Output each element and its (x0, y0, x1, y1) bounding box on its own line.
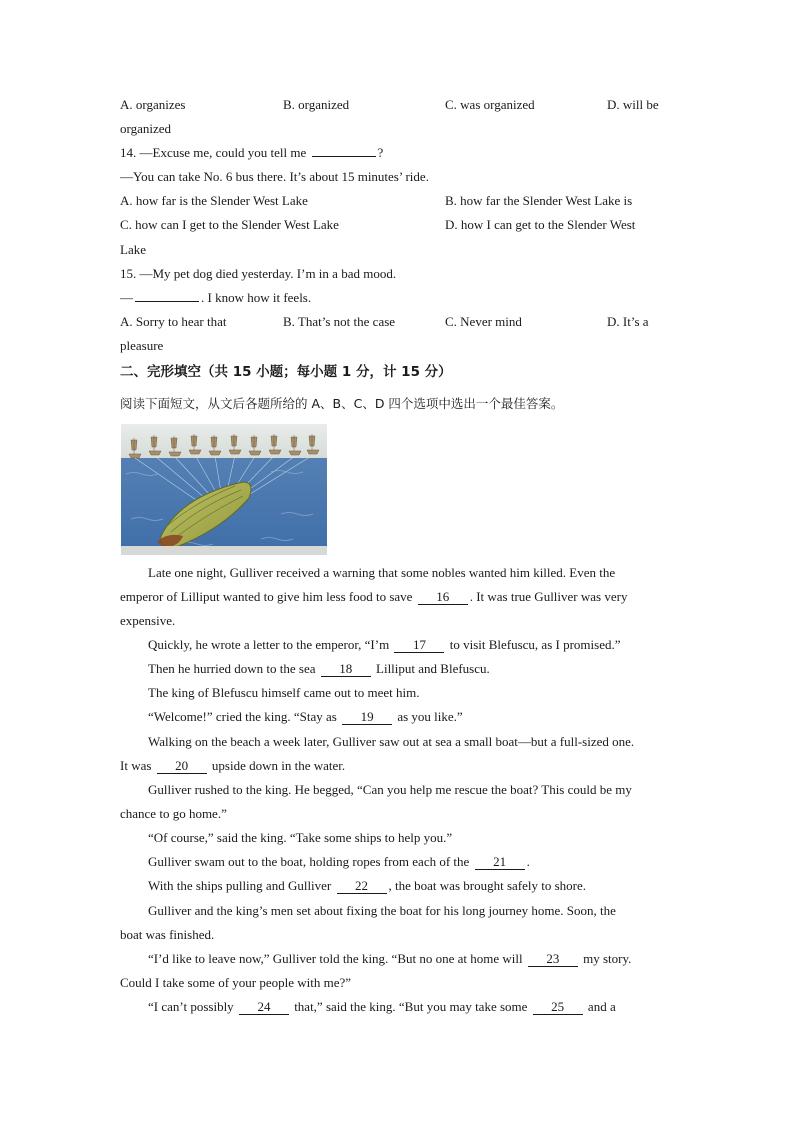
passage-line (148, 661, 490, 677)
passage-line (148, 854, 530, 870)
q14-option-c: C. how can I get to the Slender West Lake (120, 217, 339, 232)
blank-19: 19 (342, 710, 392, 725)
q15-option-d-continued: pleasure (120, 338, 164, 353)
passage-text: “I can’t possibly (148, 999, 234, 1014)
passage-text: and a (587, 999, 616, 1014)
passage-text: It was (120, 758, 152, 773)
blank-16: 16 (418, 590, 468, 605)
passage-line (148, 878, 586, 894)
passage-text: “Welcome!” cried the king. “Stay as (148, 709, 337, 724)
passage-text: that,” said the king. “But you may take some (294, 999, 528, 1014)
passage-text: With the ships pulling and Gulliver (148, 878, 332, 893)
passage-text: emperor of Lilliput wanted to give him less food to save (120, 589, 413, 604)
passage-text: upside down in the water. (211, 758, 346, 773)
blank-21: 21 (475, 855, 525, 870)
passage-line: Late one night, Gulliver received a warning that some nobles wanted him killed. Even the (148, 565, 616, 580)
passage-text: my story. (583, 951, 632, 966)
passage-text: . (526, 854, 530, 869)
q13-option-a: A. organizes (120, 97, 186, 112)
q14-stem (120, 145, 383, 161)
passage-text: . It was true Gulliver was very (469, 589, 628, 604)
q15-option-d: D. It’s a (607, 314, 649, 329)
passage-line: expensive. (120, 613, 176, 628)
passage-line: Gulliver rushed to the king. He begged, “Can you help me rescue the boat? This could be my (148, 782, 632, 797)
passage-text: Gulliver swam out to the boat, holding ropes from each of the (148, 854, 470, 869)
q13-option-c: C. was organized (445, 97, 535, 112)
section-instruction: 阅读下面短文，从文后各题所给的 A、B、C、D 四个选项中选出一个最佳答案。 (120, 396, 564, 411)
q15-option-b: B. That’s not the case (283, 314, 396, 329)
passage-line: boat was finished. (120, 927, 215, 942)
blank-17: 17 (394, 638, 444, 653)
blank-25: 25 (533, 1000, 583, 1015)
blank-18: 18 (321, 662, 371, 677)
q15-blank (135, 301, 199, 302)
q15-stem: 15. —My pet dog died yesterday. I’m in a bad mood. (120, 266, 397, 281)
q14-option-a: A. how far is the Slender West Lake (120, 193, 308, 208)
passage-line (120, 589, 627, 605)
q15-option-c: C. Never mind (445, 314, 522, 329)
q13-option-b: B. organized (283, 97, 350, 112)
q14-option-b: B. how far the Slender West Lake is (445, 193, 633, 208)
passage-line: Gulliver and the king’s men set about fixing the boat for his long journey home. Soon, the (148, 903, 616, 918)
blank-22: 22 (337, 879, 387, 894)
q13-option-d-continued: organized (120, 121, 172, 136)
passage-text: Then he hurried down to the sea (148, 661, 316, 676)
q14-option-d-continued: Lake (120, 242, 146, 257)
passage-line: chance to go home.” (120, 806, 227, 821)
section-heading: 二、完形填空（共 15 小题；每小题 1 分，计 15 分） (120, 364, 452, 380)
passage-line: Walking on the beach a week later, Gulliver saw out at sea a small boat—but a full-sized one. (148, 734, 635, 749)
passage-line (148, 951, 631, 967)
passage-text: “I’d like to leave now,” Gulliver told the king. “But no one at home will (148, 951, 523, 966)
blank-20: 20 (157, 759, 207, 774)
q14-blank (312, 156, 376, 157)
q14-stem-text: 14. —Excuse me, could you tell me (120, 145, 307, 160)
passage-line (120, 758, 345, 774)
passage-line (148, 709, 463, 725)
q15-option-a: A. Sorry to hear that (120, 314, 227, 329)
q15-reply (120, 290, 311, 306)
passage-text: as you like.” (397, 709, 463, 724)
blank-23: 23 (528, 952, 578, 967)
passage-text: Lilliput and Blefuscu. (376, 661, 490, 676)
passage-text: Quickly, he wrote a letter to the emperor, “I’m (148, 637, 390, 652)
q15-reply-dash: — (120, 290, 133, 305)
blank-24: 24 (239, 1000, 289, 1015)
passage-text: , the boat was brought safely to shore. (388, 878, 586, 893)
passage-line (148, 637, 621, 653)
passage-line: “Of course,” said the king. “Take some ships to help you.” (148, 830, 453, 845)
passage-line: The king of Blefuscu himself came out to meet him. (148, 685, 420, 700)
gulliver-boat-illustration (121, 424, 327, 555)
passage-line (148, 999, 616, 1015)
q14-stem-end: ? (377, 145, 384, 160)
q13-option-d: D. will be (607, 97, 659, 112)
q15-reply-text: . I know how it feels. (201, 290, 312, 305)
q14-option-d: D. how I can get to the Slender West (445, 217, 636, 232)
passage-text: to visit Blefuscu, as I promised.” (449, 637, 621, 652)
q14-reply: —You can take No. 6 bus there. It’s about 15 minutes’ ride. (120, 169, 429, 184)
passage-line: Could I take some of your people with me?” (120, 975, 352, 990)
